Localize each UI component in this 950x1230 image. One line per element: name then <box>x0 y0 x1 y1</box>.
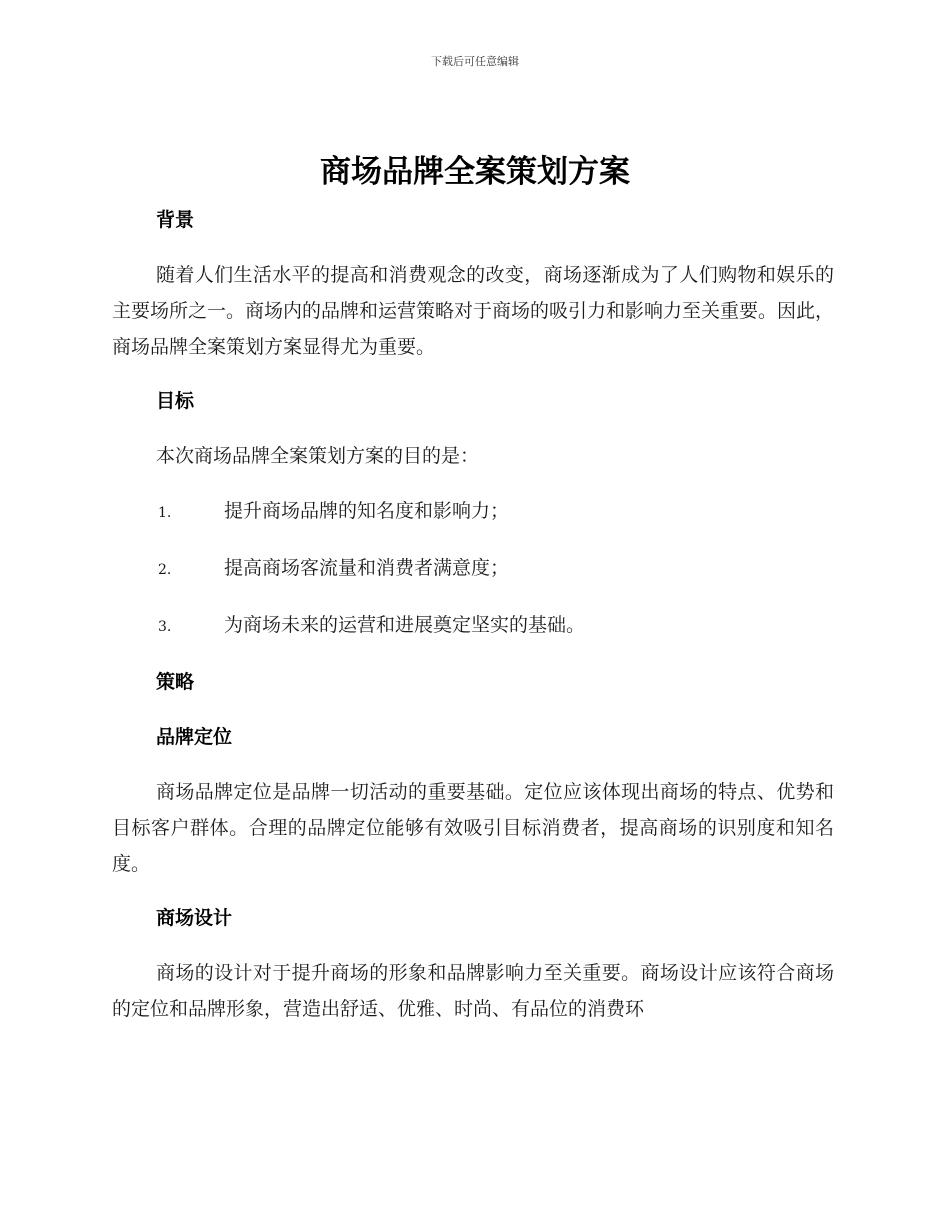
list-item-number: 3. <box>158 619 172 635</box>
list-item-text: 为商场未来的运营和进展奠定坚实的基础。 <box>224 614 586 636</box>
section-heading-goal: 目标 <box>156 390 195 412</box>
list-item <box>112 550 834 588</box>
spacer <box>112 531 834 550</box>
list-item-number: 2. <box>158 562 172 578</box>
goal-intro: 本次商场品牌全案策划方案的目的是： <box>156 445 480 467</box>
spacer <box>112 474 834 493</box>
spacer <box>112 936 834 955</box>
spacer <box>112 419 834 438</box>
spacer <box>112 700 834 719</box>
spacer <box>112 365 834 383</box>
list-item <box>112 607 834 645</box>
spacer <box>112 882 834 900</box>
list-item-text: 提升商场品牌的知名度和影响力； <box>224 500 510 522</box>
spacer <box>112 238 834 257</box>
list-item <box>112 493 834 531</box>
section-heading-strategy: 策略 <box>156 671 195 693</box>
page-title: 商场品牌全案策划方案 <box>320 154 630 190</box>
spacer <box>112 755 834 774</box>
spacer <box>112 645 834 664</box>
header-note: 下载后可任意编辑 <box>431 55 519 68</box>
list-item-text: 提高商场客流量和消费者满意度； <box>224 557 510 579</box>
section-heading-design: 商场设计 <box>156 907 233 929</box>
spacer <box>112 588 834 607</box>
list-item-number: 1. <box>158 505 172 521</box>
section-heading-positioning: 品牌定位 <box>156 726 233 748</box>
goal-list <box>112 493 834 645</box>
positioning-paragraph: 商场品牌定位是品牌一切活动的重要基础。定位应该体现出商场的特点、优势和目标客户群体。合理的品牌定位能够有效吸引目标消费者，提高商场的识别度和知名度。 <box>112 781 834 875</box>
background-paragraph: 随着人们生活水平的提高和消费观念的改变，商场逐渐成为了人们购物和娱乐的主要场所之一。商场内的品牌和运营策略对于商场的吸引力和影响力至关重要。因此，商场品牌全案策划方案显得尤为重要。 <box>112 264 835 358</box>
section-heading-background: 背景 <box>156 209 195 231</box>
document-body <box>112 202 834 1027</box>
design-paragraph: 商场的设计对于提升商场的形象和品牌影响力至关重要。商场设计应该符合商场的定位和品牌形象，营造出舒适、优雅、时尚、有品位的消费环 <box>112 962 834 1020</box>
